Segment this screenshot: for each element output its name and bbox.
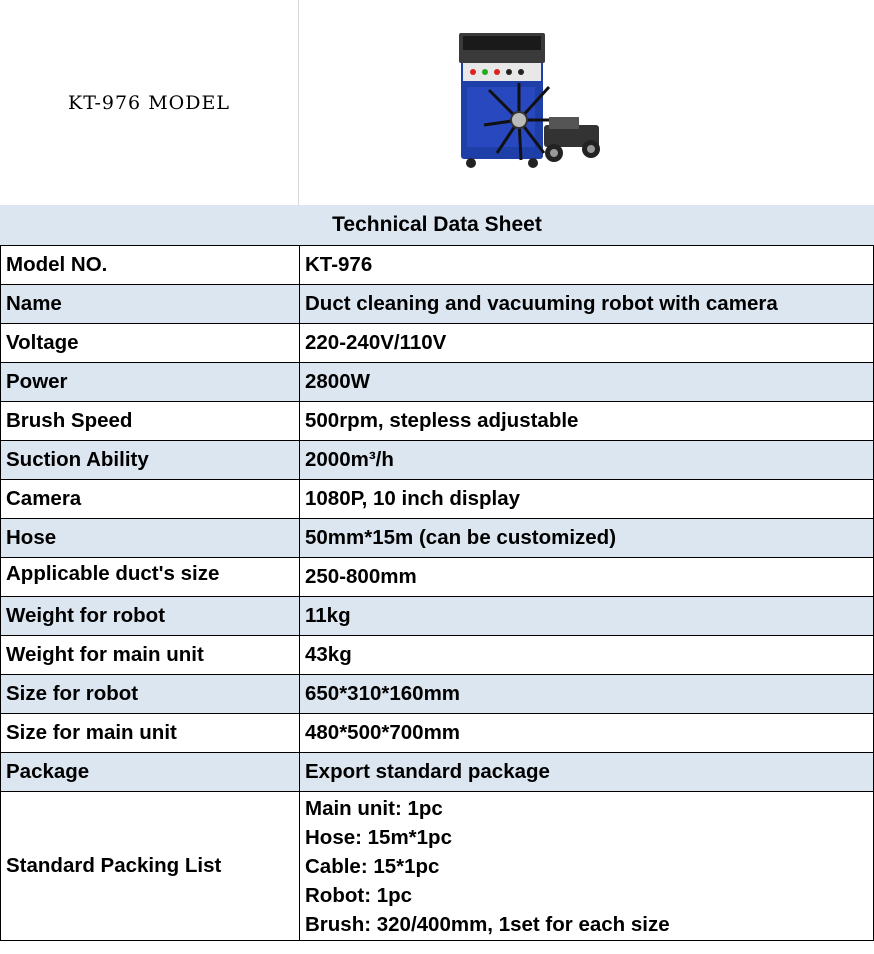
table-row [1, 324, 874, 363]
list-item: Brush: 320/400mm, 1set for each size [305, 913, 670, 936]
row-value: 43kg [300, 636, 874, 675]
table-row [1, 363, 874, 402]
packing-list-row [1, 792, 874, 941]
row-value: KT-976 [300, 246, 874, 285]
packing-list-items [300, 792, 874, 941]
row-label: Camera [1, 480, 300, 519]
packing-list-label: Standard Packing List [1, 792, 300, 941]
list-item: Cable: 15*1pc [305, 855, 440, 878]
row-label: Voltage [1, 324, 300, 363]
row-label: Size for robot [1, 675, 300, 714]
row-label: Weight for main unit [1, 636, 300, 675]
table-row [1, 597, 874, 636]
list-item: Hose: 15m*1pc [305, 826, 452, 849]
row-value: 650*310*160mm [300, 675, 874, 714]
row-label: Applicable duct's size [1, 558, 300, 597]
row-value: Duct cleaning and vacuuming robot with camera [300, 285, 874, 324]
row-label: Hose [1, 519, 300, 558]
row-label: Power [1, 363, 300, 402]
row-label: Suction Ability [1, 441, 300, 480]
model-title: KT-976 MODEL [68, 91, 230, 114]
row-label: Weight for robot [1, 597, 300, 636]
table-row [1, 480, 874, 519]
row-value: 480*500*700mm [300, 714, 874, 753]
row-value: 50mm*15m (can be customized) [300, 519, 874, 558]
row-value: 1080P, 10 inch display [300, 480, 874, 519]
list-item: Main unit: 1pc [305, 797, 443, 820]
table-row [1, 441, 874, 480]
table-row [1, 675, 874, 714]
list-item: Robot: 1pc [305, 884, 413, 907]
row-label: Name [1, 285, 300, 324]
row-label: Brush Speed [1, 402, 300, 441]
sheet-title: Technical Data Sheet [0, 205, 874, 245]
table-row [1, 402, 874, 441]
row-label: Size for main unit [1, 714, 300, 753]
table-row [1, 519, 874, 558]
table-row [1, 636, 874, 675]
duct-cleaning-robot-machine-icon [449, 25, 619, 180]
row-value: 11kg [300, 597, 874, 636]
table-row [1, 246, 874, 285]
table-row [1, 558, 874, 597]
row-label: Package [1, 753, 300, 792]
table-row [1, 753, 874, 792]
spec-table [0, 245, 874, 941]
row-value: 500rpm, stepless adjustable [300, 402, 874, 441]
table-row [1, 285, 874, 324]
row-value: 2800W [300, 363, 874, 402]
product-image-cell [299, 0, 874, 205]
row-value: Export standard package [300, 753, 874, 792]
table-row [1, 714, 874, 753]
row-value: 220-240V/110V [300, 324, 874, 363]
row-label: Model NO. [1, 246, 300, 285]
row-value: 2000m³/h [300, 441, 874, 480]
row-value: 250-800mm [300, 558, 874, 597]
header-section [0, 0, 874, 205]
